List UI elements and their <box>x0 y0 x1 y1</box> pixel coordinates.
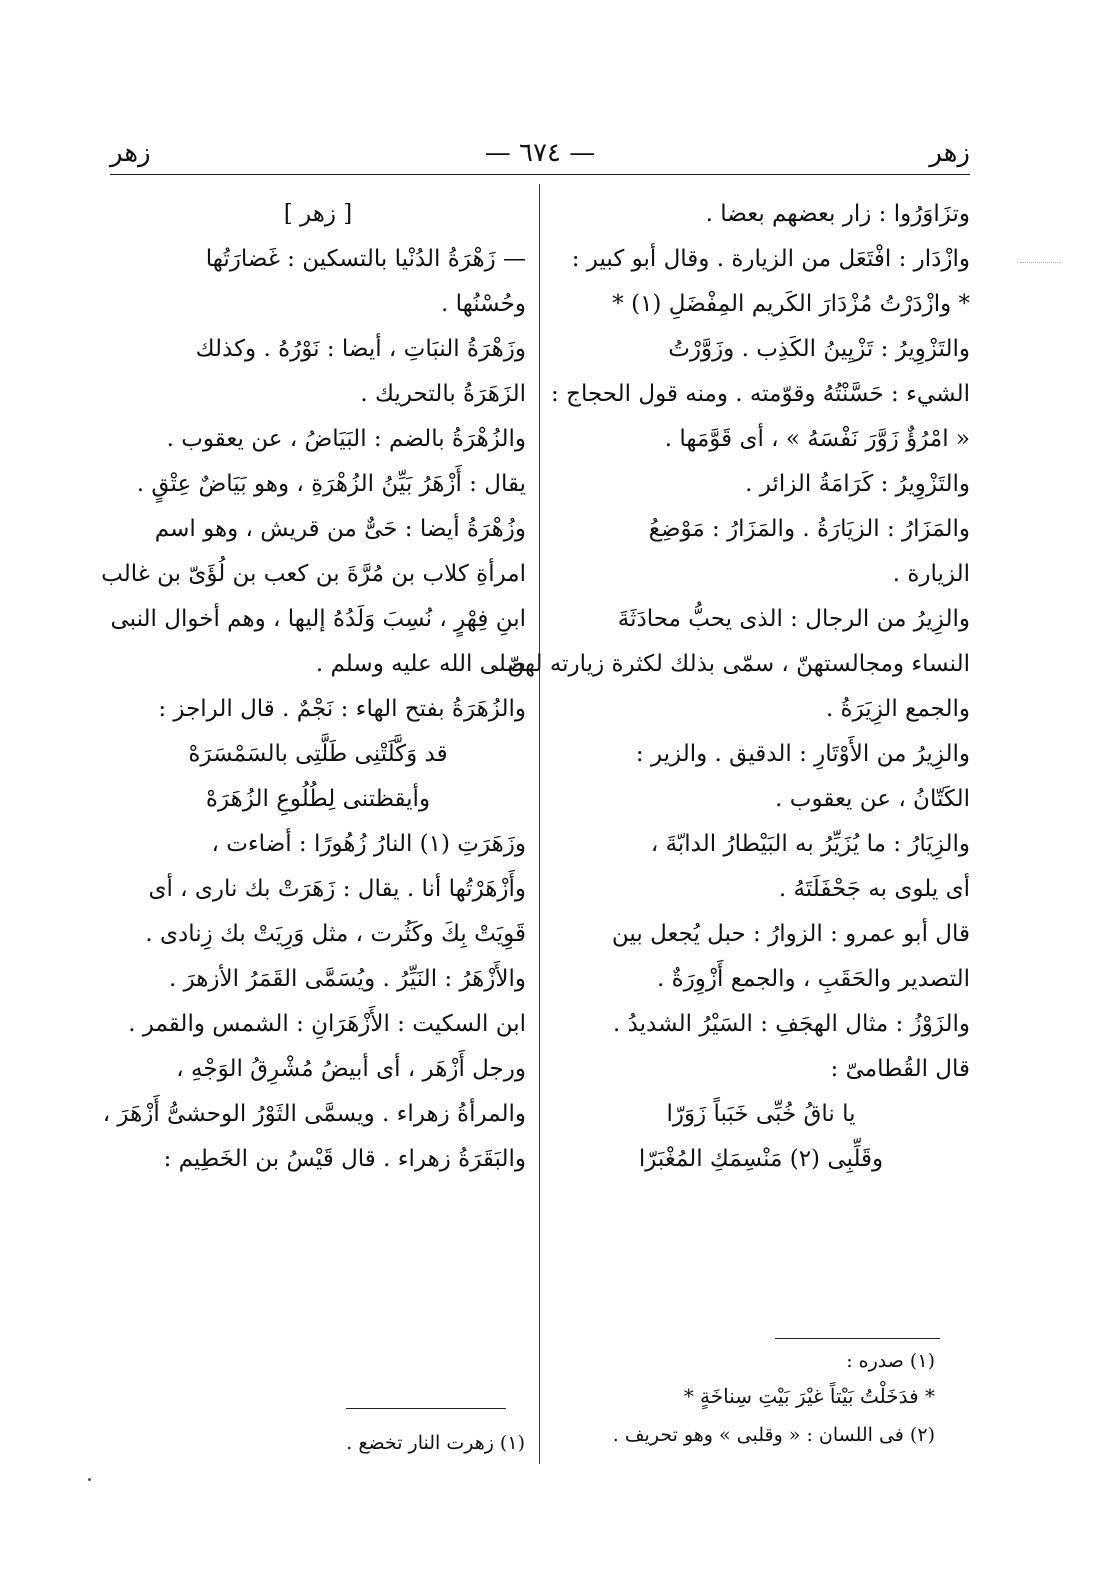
text-line: الزَهَرَةُ بالتحريك . <box>360 381 526 407</box>
verse-line: وأيقظتنى لِطُلُوعِ الزُهَرَهْ <box>205 786 431 812</box>
text-line: وأَزْهَرْتُها أنا . يقال : زَهَرَتْ بك نارى ، أى <box>148 876 526 902</box>
footnote-1-verse: * فدَخَلْتُ بَيْتاً غيْرَ بَيْتِ سِناخَةٍ * <box>683 1384 935 1408</box>
header-keyword-right: زهر <box>929 138 970 168</box>
text-line: والزِيرُ من الأَوْتَارِ : الدقيق . والزير : <box>635 741 970 767</box>
header-rule <box>110 174 970 175</box>
page-number: — ٦٧٤ — <box>484 138 596 168</box>
text-line: وزُهْرَةُ أيضا : حَىٌّ من قريش ، وهو اسم <box>154 516 526 542</box>
footnote-rule-right <box>775 1338 940 1339</box>
text-line: الشيء : حَسَّنْتُهُ وقوّمته . ومنه قول الحجاج : <box>551 381 970 407</box>
margin-mark <box>1020 262 1060 263</box>
verse-line: يا ناقُ خُبِّى خَبَباً زَوَرّا <box>666 1101 856 1127</box>
left-column <box>101 192 526 1182</box>
text-line: والتَزْوِيرُ : كَرَامَةُ الزائر . <box>745 471 970 497</box>
text-line: الزيارة . <box>892 561 970 587</box>
text-line: امرأةِ كلاب بن مُرَّةَ بن كعب بن لُؤَىّ بن غالب <box>101 561 526 587</box>
text-line: والمَزَارُ : الزيَارَةُ . والمَزَارُ : مَوْضِعُ <box>648 516 970 542</box>
text-line: الكَتّانُ ، عن يعقوب . <box>775 786 970 812</box>
page-header <box>110 138 970 172</box>
text-line: وزَهَرَتِ (١) النارُ زُهُورًا : أضاءت ، <box>211 831 526 857</box>
text-line: والتَزْوِيرُ : تَزْيِينُ الكَذِب . وزَوَّرْتُ <box>668 336 970 362</box>
text-line: وتزَاوَرُوا : زار بعضهم بعضا . <box>705 201 970 227</box>
text-line: والجمع الزِيَرَةُ . <box>825 696 970 722</box>
entry-heading: [ زهر ] <box>283 201 353 227</box>
text-line: ابنِ فِهْرٍ ، نُسِبَ وَلَدُهُ إليها ، وهم أخوال النبى <box>110 606 526 632</box>
text-line: وحُسْنُها . <box>440 291 526 317</box>
text-line: صلى الله عليه وسلم . <box>315 651 526 677</box>
text-line: والمرأةُ زهراء . ويسمَّى الثَوْرُ الوحشىُّ أَزْهَرَ ، <box>102 1101 526 1127</box>
text-line: يقال : أَزْهَرُ بَيِّنُ الزُهْرَةِ ، وهو بَيَاضٌ عِتْقٍ . <box>136 471 526 497</box>
text-line: والزِيَارُ : ما يُزَيِّرُ به البَيْطارُ الدابّةَ ، <box>650 831 970 857</box>
text-line: والزِيرُ من الرجال : الذى يحبُّ محادَثَةَ <box>617 606 970 632</box>
text-line: قال القُطامىّ : <box>830 1056 970 1082</box>
text-line: النساء ومجالستهنّ ، سمّى بذلك لكثرة زيارته لهنّ . <box>492 651 970 677</box>
text-line: التصدير والحَقَبِ ، والجمع أَزْوِرَةٌ . <box>657 966 970 992</box>
text-line: والزُهْرَةُ بالضم : البَيَاضُ ، عن يعقوب . <box>166 426 526 452</box>
footnote-1-label: (١) صدره : <box>846 1350 935 1372</box>
verse-line: * وازْدَرْتُ مُزْدَارَ الكَريم المِفْضَلِ (١) * <box>612 291 970 317</box>
footnote-left-1: (١) زهرت النار تخضع . <box>346 1432 525 1454</box>
text-line: والأَزْهَرُ : النَيِّرُ . ويُسَمَّى القَمَرُ الأزهرَ . <box>168 966 526 992</box>
print-speck <box>88 1478 91 1481</box>
footnote-2: (٢) فى اللسان : « وقلبى » وهو تحريف . <box>612 1424 935 1446</box>
text-line: — زَهْرَةُ الدُنْيا بالتسكين : غَضارَتُها <box>205 246 526 272</box>
text-line: أى يلوى به جَحْفَلَتَهُ . <box>778 876 970 902</box>
text-line: « امْرُؤٌ زَوَّرَ نَفْسَهُ » ، أى قَوَّمَها . <box>664 426 970 452</box>
text-line: والبَقَرَةُ زهراء . قال قَيْسُ بن الخَطِيم : <box>163 1146 526 1172</box>
footnote-rule-left <box>346 1408 506 1409</box>
verse-line: وقَلِّبِى (٢) مَنْسِمَكِ المُغْبَرّا <box>638 1146 884 1172</box>
text-line: والزَوْزُ : مثال الهجَفِ : السَيْرُ الشديدُ . <box>612 1011 970 1037</box>
text-line: ابن السكيت : الأَزْهَرَانِ : الشمس والقمر . <box>128 1011 526 1037</box>
verse-line: قد وَكَّلَتْنِى طَلَّتِى بالسَمْسَرَهْ <box>188 741 448 767</box>
text-line: وازْدَار : افْتَعَل من الزيارة . وقال أبو كبير : <box>571 246 970 272</box>
text-line: ورجل أَزْهَر ، أى أبيضُ مُشْرِقُ الوَجْهِ ، <box>176 1056 526 1082</box>
column-divider <box>539 184 540 1464</box>
text-line: قَوِيَتْ بِكَ وكَثُرت ، مثل وَرِيَتْ بك زِنادى . <box>145 921 526 947</box>
text-line: وزَهْرَةُ النبَاتِ ، أيضا : نَوْرُهُ . وكذلك <box>195 336 526 362</box>
header-keyword-left: زهر <box>110 138 151 168</box>
text-line: قال أبو عمرو : الزوارُ : حبل يُجعل بين <box>611 921 970 947</box>
text-line: والزُهَرَةُ بفتح الهاء : نَجْمٌ . قال الراجز : <box>158 696 526 722</box>
right-column <box>492 192 970 1182</box>
